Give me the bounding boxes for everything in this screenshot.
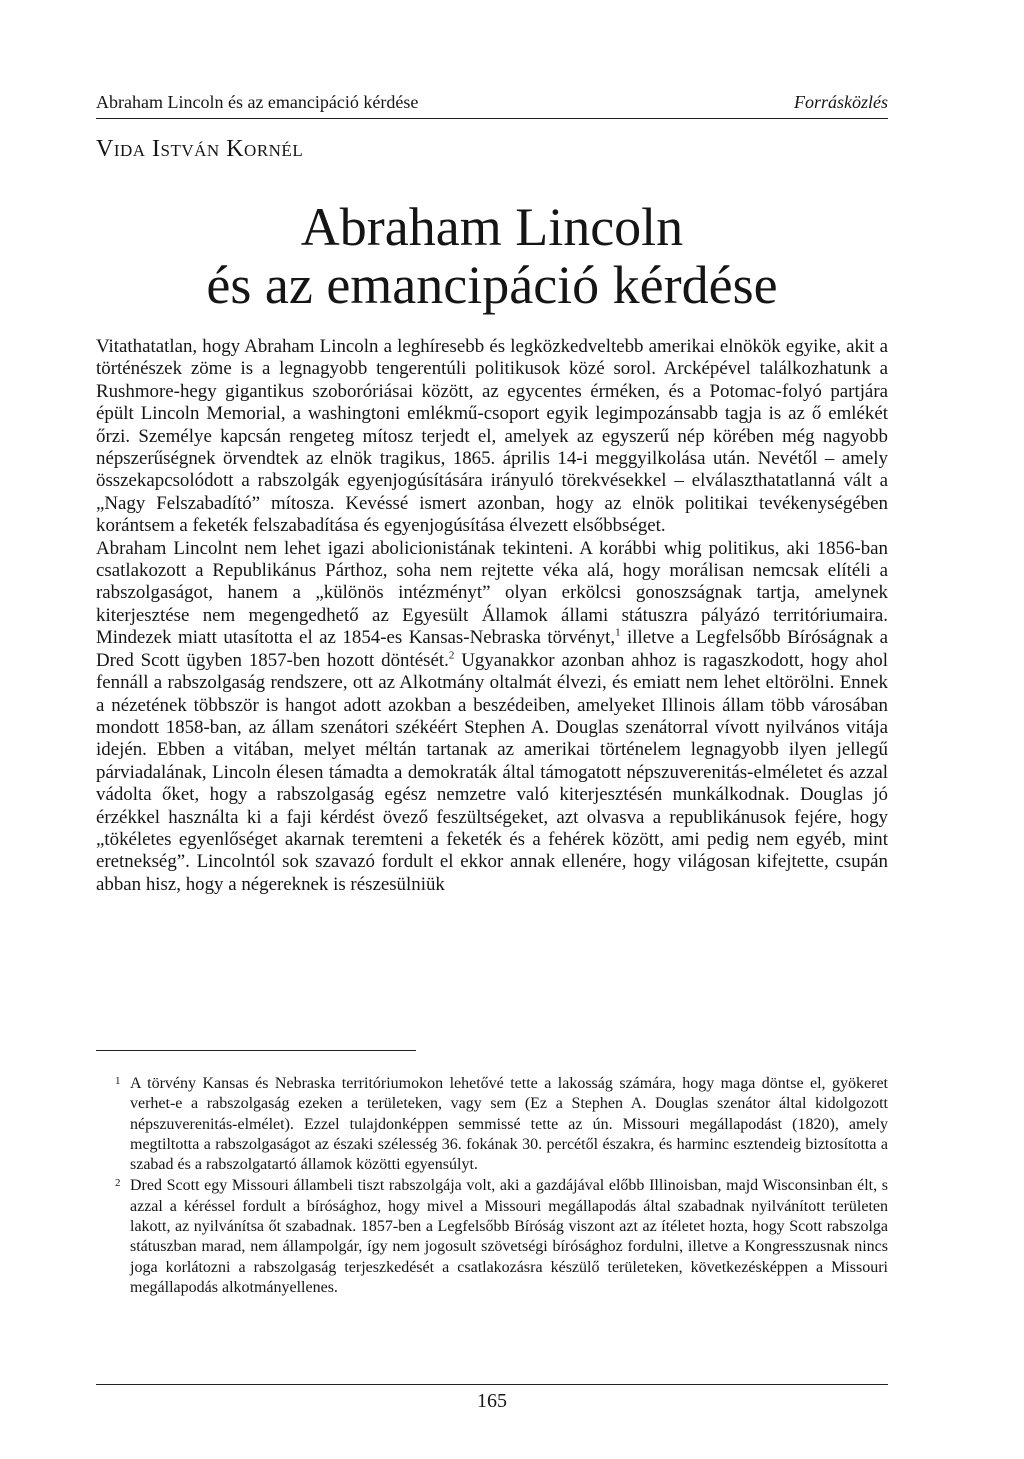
author-name: Vida István Kornél <box>96 136 304 162</box>
paragraph-2-part-b: illetve a Legfelsőbb Bíróságnak a Dred Scott ügyben 1857-ben hozott döntését. <box>96 627 888 671</box>
article-title <box>96 198 888 314</box>
footnotes <box>96 1074 888 1299</box>
article-body <box>96 336 888 896</box>
title-line-2: és az emancipáció kérdése <box>206 255 778 315</box>
footnote-2 <box>96 1176 888 1298</box>
title-line-1: Abraham Lincoln <box>300 197 684 257</box>
header-rule <box>96 118 888 119</box>
footnote-text: Dred Scott egy Missouri állambeli tiszt rabszolgája volt, aki a gazdájával előbb Illinoisban, majd Wisconsinban élt, s azzal a kéréssel fordult a bírósághoz, hogy mivel a Missouri megállapodás által szabadnak nyilvánított területen lakott, az nyilvánítsa őt szabadnak. 1857-ben a Legfelsőbb Bíróság viszont azt az ítéletet hozta, hogy Scott rabszolga státuszban marad, nem állampolgár, így nem jogosult szövetségi bírósághoz fordulni, illetve a Kongresszusnak nincs joga korlátozni a rabszolgaság terjeszkedését a csatlakozásra készülő területeken, következésképpen a Missouri megállapodás alkotmányellenes. <box>130 1177 888 1296</box>
section-label: Forrásközlés <box>794 92 888 112</box>
footnote-ref-1: 1 <box>615 626 621 639</box>
paragraph-2-part-a: Abraham Lincolnt nem lehet igazi abolicionistának tekinteni. A korábbi whig politikus, aki 1856-ban csatlakozott a Republikánus Párthoz, soha nem rejtette véka alá, hogy morálisan nemcsak elítéli a rabszolgaságot, hanem a „különös intézményt” olyan erkölcsi gonoszságnak tartja, amelynek kiterjesztése nem megengedhető az Egyesült Államok állami státuszra pályázó territóriumaira. Mindezek miatt utasította el az 1854-es Kansas-Nebraska törvényt, <box>96 537 888 649</box>
footnote-number: 1 <box>115 1075 121 1087</box>
paragraph-2-part-c: Ugyanakkor azonban ahhoz is ragaszkodott, hogy ahol fennáll a rabszolgaság rendszere, ott az Alkotmány oltalmát élvezi, és emiatt nem lehet eltörölni. Ennek a nézetének többször is hangot adott azokban a beszédeiben, amelyeket Illinois állam több városában mondott 1858-ban, az állam szenátori székéért Stephen A. Douglas szenátorral vívott nyilvános vitája idején. Ebben a vitában, melyet méltán tartanak az amerikai történelem legnagyobb ilyen jellegű párviadalának, Lincoln élesen támadta a demokraták által támogatott népszuverenitás-elméletet és azzal vádolta őket, hogy a rabszolgaság egész nemzetre való kiterjesztésén munkálkodnak. Douglas jó érzékkel használta ki a faji kérdést övező feszültségeket, azt olvasva a republikánusok fejére, hogy „tökéletes egyenlőséget akarnak teremteni a feketék és a fehérek között, ami pedig nem egyéb, mint eretnekség”. Lincolntól sok szavazó fordult el ekkor annak ellenére, hogy világosan kifejtette, csupán abban hisz, hogy a négereknek is részesülniük <box>96 649 889 895</box>
footnote-1 <box>96 1074 888 1175</box>
footnote-number: 2 <box>115 1177 121 1190</box>
running-title: Abraham Lincoln és az emancipáció kérdése <box>96 92 419 112</box>
paragraph-1: Vitathatatlan, hogy Abraham Lincoln a leghíresebb és legközkedveltebb amerikai elnökök egyike, akit a történészek zöme is a legnagyobb tengerentúli politikusok közé sorol. Arcképével találkozhatunk a Rushmore-hegy gigantikus szoboróriásai között, az egycentes érméken, és a Potomac-folyó partjára épült Lincoln Memorial, a washingtoni emlékmű-csoport egyik legimpozánsabb tagja is az ő emlékét őrzi. Személye kapcsán rengeteg mítosz terjedt el, amelyek az egyszerű nép körében még nagyobb népszerűségnek örvendtek az elnök tragikus, 1865. április 14-i meggyilkolása után. Nevétől – amely összekapcsolódott a rabszolgák egyenjogúsítására irányuló törekvésekkel – elválaszthatatlanná vált a „Nagy Felszabadító” mítosza. Kevéssé ismert azonban, hogy az elnök politikai tevékenységében korántsem a feketék felszabadítása és egyenjogúsítása élvezett elsőbbséget. <box>96 336 888 537</box>
footer-rule <box>96 1384 888 1385</box>
footnote-ref-2: 2 <box>448 649 455 662</box>
page-number: 165 <box>477 1390 507 1412</box>
footnote-rule <box>96 1050 416 1051</box>
running-header <box>96 90 888 114</box>
paragraph-2 <box>96 538 888 897</box>
footnote-text: A törvény Kansas és Nebraska territóriumokon lehetővé tette a lakosság számára, hogy maga döntse el, gyökeret verhet-e a rabszolgaság ezeken a területeken, vagy sem (Ez a Stephen A. Douglas szenátor által kidolgozott népszuverenitás-elmélet). Ezzel tulajdonképpen semmissé tette az ún. Missouri megállapodást (1820), amely megtiltotta a rabszolgaságot az északi szélesség 36. fokának 30. percétől északra, és harminc esztendeig biztosította a szabad és a rabszolgatartó államok közötti egyensúlyt. <box>130 1075 888 1174</box>
